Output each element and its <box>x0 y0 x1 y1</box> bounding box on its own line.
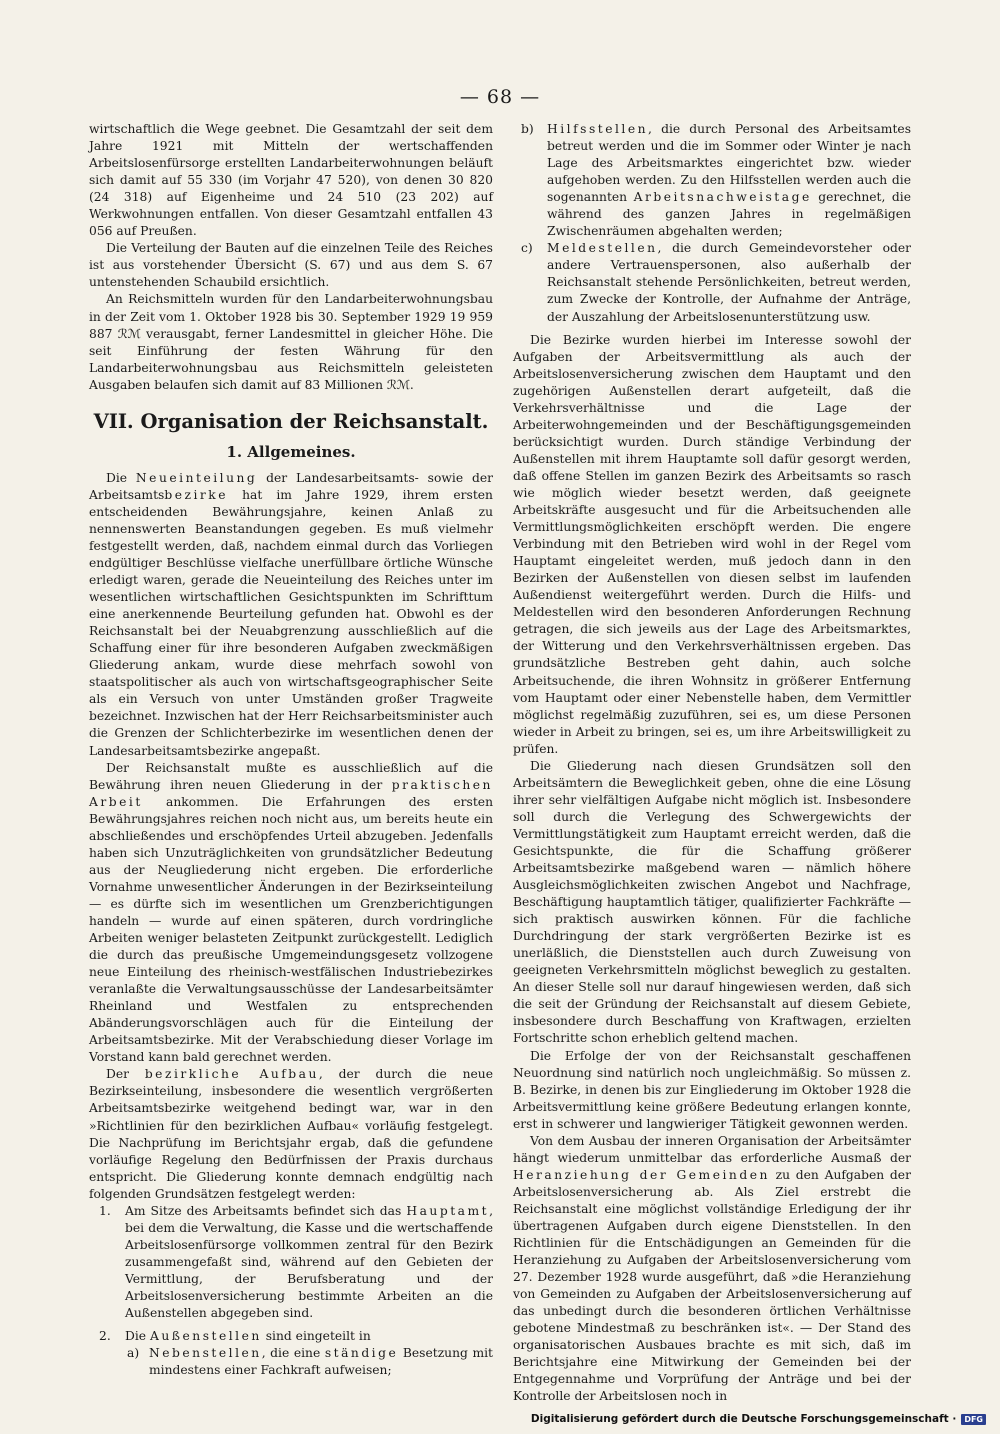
page-number: — 68 — <box>459 86 541 108</box>
paragraph: Der Reichsanstalt mußte es ausschließlich auf die Bewährung ihren neuen Gliederung in der praktischen Arbeit ankommen. Die Erfahrungen des ersten Bewährungsjahres reichen noch nicht aus, um bereits heute ein abschließendes und erschöpfendes Urteil abzugeben. Jedenfalls haben sich Unzuträglichkeiten von grundsätzlicher Bedeutung aus der Neugliederung nicht ergeben. Die erforderliche Vornahme unwesentlicher Änderungen in der Bezirkseinteilung — es dürfte sich im wesentlichen um Grenzberichtigungen handeln — wurde auf einen späteren, durch vordringliche Arbeiten weniger belasteten Zeitpunkt zurückgestellt. Lediglich die durch das preußische Umgemeindungsgesetz vollzogene neue Einteilung des rheinisch-westfälischen Industriebezirkes veranlaßte die Verwaltungsausschüsse der Landesarbeitsämter Rheinland und Westfalen zu entsprechenden Abänderungsvorschlägen auch für die Einteilung der Arbeitsamtsbezirke. Mit der Verabschiedung dieser Vorlage im Vorstand kann bald gerechnet werden. <box>89 760 493 1065</box>
paragraph: wirtschaftlich die Wege geebnet. Die Gesamtzahl der seit dem Jahre 1921 mit Mitteln der wertschaffenden Arbeitslosenfürsorge erstellten Landarbeiterwohnungen beläuft sich damit auf 55 330 (im Vorjahr 47 520), von denen 30 820 (24 318) auf Eigenheime und 24 510 (23 202) auf Werkwohnungen entfallen. Von dieser Gesamtzahl entfallen 43 056 auf Preußen. <box>89 122 493 239</box>
paragraph: Der bezirkliche Aufbau, der durch die neue Bezirkseinteilung, insbesondere die wesentlich vergrößerten Arbeitsamtsbezirke weitgehend bedingt war, war in den »Richtlinien für den bezirklichen Aufbau« vorläufig festgelegt. Die Nachprüfung im Berichtsjahr ergab, daß die gefundene vorläufige Regelung den Bedürfnissen der Praxis durchaus entspricht. Die Gliederung konnte demnach endgültig nach folgenden Grundsätzen festgelegt werden: <box>89 1067 493 1201</box>
spaced-term: Nebenstellen <box>149 1346 262 1361</box>
list-item: 2. Die Außenstellen sind eingeteilt in <box>99 1329 371 1344</box>
spaced-term: praktischen Arbeit <box>89 777 493 809</box>
footer-text: Digitalisierung gefördert durch die Deutsche Forschungsgemeinschaft · <box>530 1413 957 1425</box>
spaced-term: Außenstellen <box>150 1329 262 1344</box>
dfg-logo-icon: DFG <box>961 1414 986 1425</box>
spaced-term: ständige <box>324 1346 399 1361</box>
paragraph: Die Verteilung der Bauten auf die einzelnen Teile des Reiches ist aus vorstehender Übersicht (S. 67) und aus dem S. 67 untenstehenden Schaubild ersichtlich. <box>89 241 493 290</box>
right-column <box>513 121 911 1406</box>
spaced-term: bezirkliche Aufbau <box>144 1067 319 1082</box>
paragraph: Die Gliederung nach diesen Grundsätzen soll den Arbeitsämtern die Beweglichkeit geben, ohne die eine Lösung ihrer sehr vielfältigen Aufgabe nicht möglich ist. Insbesondere soll durch die Verlegung des Schwergewichts der Vermittlungstätigkeit zum Hauptamt erreicht werden, daß die Gesichtspunkte, die für die Schaffung größerer Arbeitsamtsbezirke maßgebend waren — nämlich höhere Ausgleichsmöglichkeiten zwischen Angebot und Nachfrage, Beschäftigung hauptamtlich tätiger, qualifizierter Fachkräfte — sich praktisch auswirken können. Für die fachliche Durchdringung der stark vergrößerten Bezirke ist es unerläßlich, die Dienststellen auch durch Zuweisung von geeigneten Verkehrsmitteln möglichst beweglich zu gestalten. An dieser Stelle soll nur darauf hingewiesen werden, daß sich die seit der Gründung der Reichsanstalt auf diesem Gebiete, insbesondere durch Beschaffung von Kraftwagen, erzielten Fortschritte schon erheblich geltend machen. <box>513 758 911 1046</box>
paragraph: Die Erfolge der von der Reichsanstalt geschaffenen Neuordnung sind natürlich noch ungleichmäßig. So müssen z. B. Bezirke, in denen bis zur Eingliederung im Oktober 1928 die Arbeitsvermittlung keine größere Bedeutung erlangen konnte, erst in schwerer und langwieriger Tätigkeit gewonnen werden. <box>513 1048 911 1131</box>
spaced-term: Hilfsstellen <box>547 122 649 136</box>
list-item: 1. Am Sitze des Arbeitsamts befindet sich das Hauptamt, bei dem die Verwaltung, die Kasse und die wertschaffende Arbeitslosenfürsorge vollkommen zentral für den Bezirk zusammengefaßt sind, während auf den Gebieten der Vermittlung, der Berufsberatung und der Arbeitslosenversicherung bestimmte Arbeiten an die Außenstellen abgegeben sind. <box>99 1203 493 1321</box>
paragraph: Die Neueinteilung der Landesarbeitsamts- sowie der Arbeitsamtsbezirke hat im Jahre 1929, ihrem ersten entscheidenden Bewährungsjahre, keinen Anlaß zu nennenswerten Beanstandungen gegeben. Es muß vielmehr festgestellt werden, daß, nachdem einmal durch das Vorliegen endgültiger Beschlüsse vielfache unerfüllbare örtliche Wünsche erledigt waren, gerade die Neueinteilung des Reiches unter im wesentlichen wirtschaftlichen Gesichtspunkten im Schrifttum eine anerkennende Beurteilung gefunden hat. Obwohl es der Reichsanstalt bei der Neuabgrenzung ausschließlich auf die Schaffung einer für ihre besonderen Aufgaben zweckmäßigen Gliederung ankam, wurde diese mehrfach sowohl von staatspolitischer als auch von wirtschaftsgeographischer Seite als ein Versuch von unter Umständen großer Tragweite bezeichnet. Inzwischen hat der Herr Reichsarbeitsminister auch die Grenzen der Schlichterbezirke im wesentlichen denen der Landesarbeitsamtsbezirke angepaßt. <box>89 470 493 758</box>
spaced-term: Arbeitsnachweistage <box>633 190 812 205</box>
paragraph: An Reichsmitteln wurden für den Landarbeiterwohnungsbau in der Zeit vom 1. Oktober 1928 bis 30. September 1929 19 959 887 ℛℳ verausgabt, ferner Landesmittel in gleicher Höhe. Die seit Einführung der festen Währung für den Landarbeiterwohnungsbau aus Reichsmitteln geleisteten Ausgaben belaufen sich damit auf 83 Millionen ℛℳ. <box>89 292 493 392</box>
spaced-term: Heranziehung der Gemeinden <box>513 1167 770 1182</box>
spaced-term: Hauptamt <box>406 1203 490 1218</box>
chapter-title: VII. Organisation der Reichsanstalt. <box>93 409 489 433</box>
spaced-term: Meldestellen <box>547 241 658 256</box>
paragraph: Von dem Ausbau der inneren Organisation der Arbeitsämter hängt wiederum unmittelbar das erforderliche Ausmaß der Heranziehung der Gemeinden zu den Aufgaben der Arbeitslosenversicherung ab. Als Ziel erstrebt die Reichsanstalt eine möglichst vollständige Erledigung der ihr übertragenen Aufgaben durch eigene Dienststellen. In den Richtlinien für die Entschädigungen an Gemeinden für die Heranziehung zu Aufgaben der Arbeitslosenversicherung vom 27. Dezember 1928 wurde ausgeführt, daß »die Heranziehung von Gemeinden zu Aufgaben der Arbeitslosenversicherung auf das unbedingt durch die besonderen örtlichen Verhältnisse gebotene Mindestmaß zu beschränken ist«. — Der Stand des organisatorischen Ausbaues brachte es mit sich, daß im Berichtsjahre eine Mitwirkung der Gemeinden bei der Entgegennahme und Vorprüfung der Anträge und bei der Kontrolle der Arbeitslosen noch in <box>513 1133 911 1404</box>
list-item: c) Meldestellen, die durch Gemeindevorsteher oder andere Vertrauenspersonen, also außerhalb der Reichsanstalt stehende Persönlichkeiten, betreut werden, zum Zwecke der Kontrolle, der Aufnahme der Anträge, der Auszahlung der Arbeitslosenunterstützung usw. <box>521 241 911 324</box>
spaced-term: Neueinteilung <box>135 470 258 485</box>
footer-credit <box>531 1413 986 1425</box>
section-title: 1. Allgemeines. <box>226 442 356 461</box>
list-item: b) Hilfsstellen, die durch Personal des Arbeitsamtes betreut werden und die im Sommer oder Winter je nach Lage des Arbeitsmarktes eingerichtet bzw. wieder aufgehoben werden. Zu den Hilfsstellen werden auch die sogenannten Arbeitsnachweistage gerechnet, die während des ganzen Jahres in regelmäßigen Zwischenräumen abgehalten werden; <box>521 122 911 239</box>
spaced-term: bezirke <box>164 487 229 502</box>
left-column <box>89 121 493 1379</box>
list-item: a) Nebenstellen, die eine ständige Besetzung mit mindestens einer Fachkraft aufweisen; <box>127 1346 493 1378</box>
paragraph: Die Bezirke wurden hierbei im Interesse sowohl der Aufgaben der Arbeitsvermittlung als auch der Arbeitslosenversicherung zwischen dem Hauptamt und den zugehörigen Außenstellen derart aufgeteilt, daß die Verkehrsverhältnisse und die Lage der Arbeiterwohngemeinden und der Beschäftigungsgemeinden berücksichtigt wurden. Durch ständige Verbindung der Außenstellen mit ihrem Hauptamte soll dafür gesorgt werden, daß offene Stellen im ganzen Bezirk des Arbeitsamts so rasch wie möglich wieder besetzt werden, daß geeignete Arbeitskräfte ausgesucht und für die Arbeitsuchenden alle Vermittlungsmöglichkeiten erschöpft werden. Die engere Verbindung mit den Betrieben wird wohl in der Regel vom Hauptamt eingeleitet werden, muß jedoch dann in den Bezirken der Außenstellen von diesen selbst im laufenden Außendienst weitergeführt werden. Durch die Hilfs- und Meldestellen wird den besonderen Anforderungen Rechnung getragen, die sich jeweils aus der Lage des Arbeitsmarktes, der Witterung und den Verkehrsverhältnissen ergeben. Das grundsätzliche Bestreben geht dahin, auch solche Arbeitsuchende, die ihren Wohnsitz in größerer Entfernung vom Hauptamt oder einer Nebenstelle haben, dem Vermittler möglichst regelmäßig zuzuführen, sei es, um diese Personen wieder in Arbeit zu bringen, sei es, um ihre Arbeitswilligkeit zu prüfen. <box>513 332 911 756</box>
